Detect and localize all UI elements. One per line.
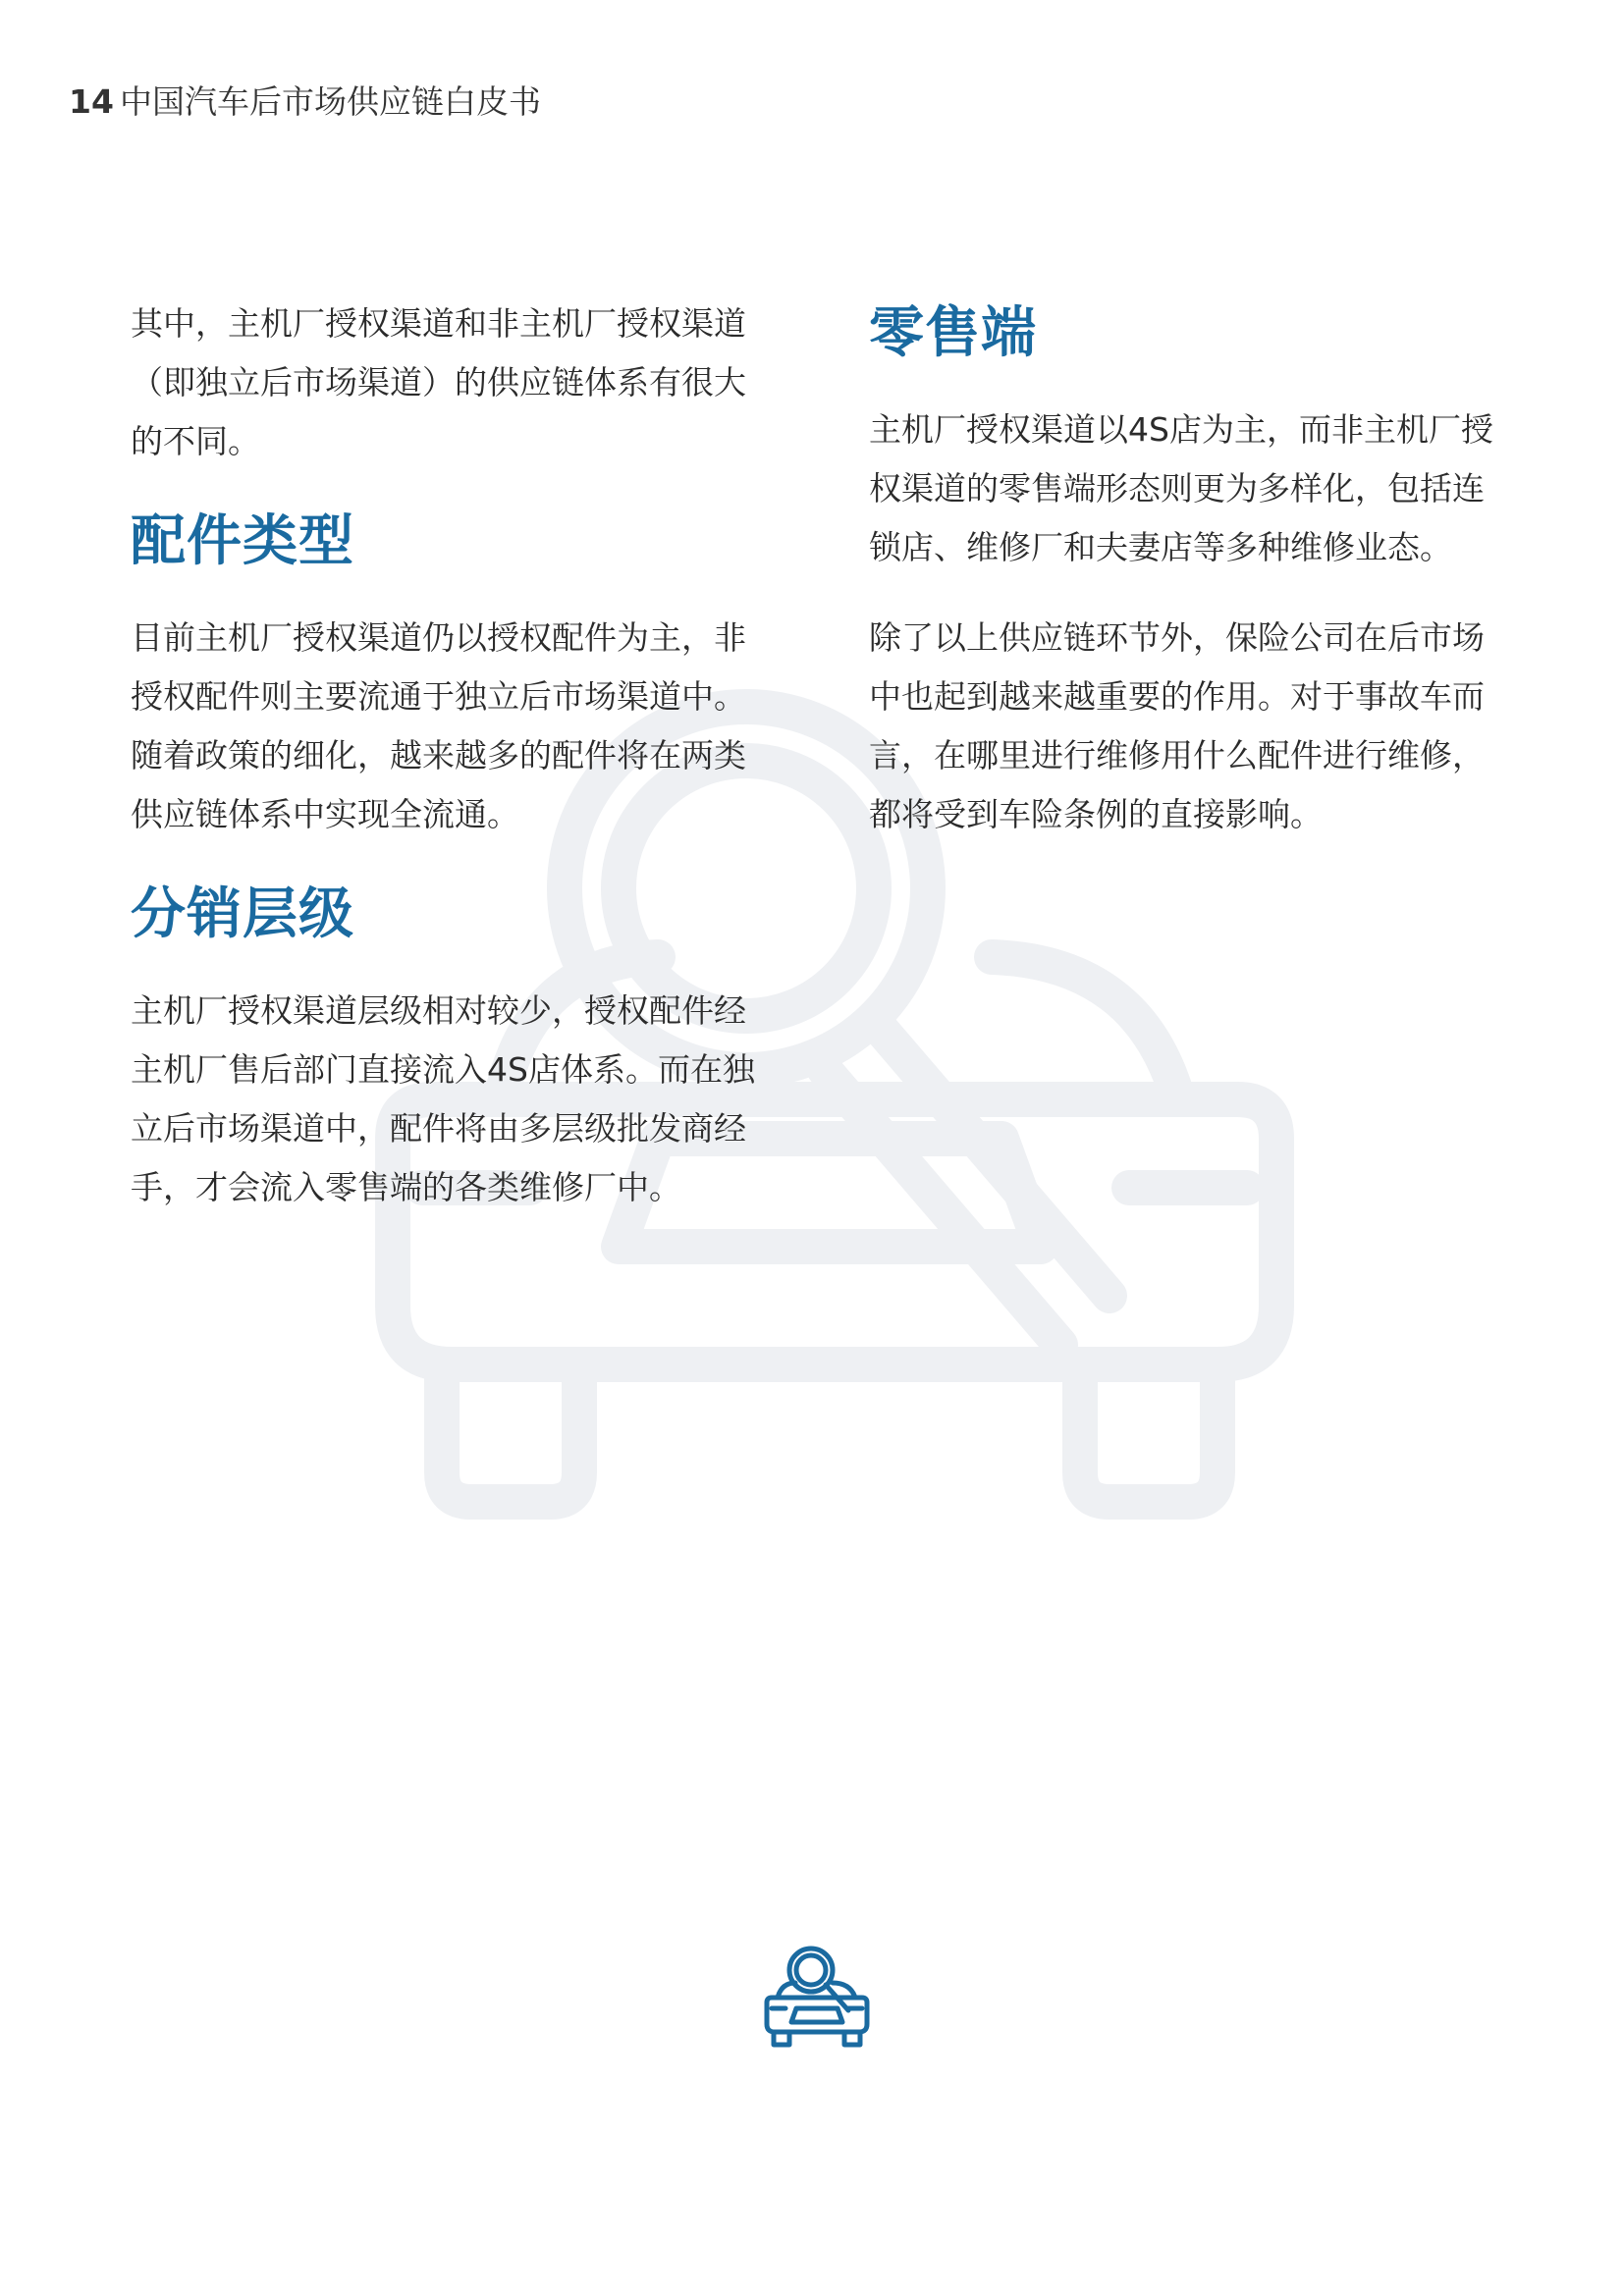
car-magnifier-icon	[762, 1944, 872, 2052]
section-body-distribution-level: 主机厂授权渠道层级相对较少，授权配件经主机厂售后部门直接流入4S店体系。而在独立后市场渠道中，配件将由多层级批发商经手，才会流入零售端的各类维修厂中。	[131, 991, 755, 1206]
right-column	[869, 294, 1507, 876]
document-title: 中国汽车后市场供应链白皮书	[119, 82, 541, 121]
retail-paragraph-1: 主机厂授权渠道以4S店为主，而非主机厂授权渠道的零售端形态则更为多样化，包括连锁店、维修厂和夫妻店等多种维修业态。	[869, 410, 1493, 566]
section-heading-distribution-level: 分销层级	[131, 882, 354, 946]
page-header	[69, 77, 541, 123]
section-body-parts-type: 目前主机厂授权渠道仍以授权配件为主，非授权配件则主要流通于独立后市场渠道中。随着政策的细化，越来越多的配件将在两类供应链体系中实现全流通。	[131, 618, 746, 833]
retail-paragraph-2: 除了以上供应链环节外，保险公司在后市场中也起到越来越重要的作用。对于事故车而言，在哪里进行维修用什么配件进行维修，都将受到车险条例的直接影响。	[869, 618, 1485, 833]
section-heading-retail: 零售端	[869, 301, 1037, 365]
page-number: 14	[69, 82, 114, 121]
left-column	[131, 294, 769, 1249]
intro-paragraph: 其中，主机厂授权渠道和非主机厂授权渠道（即独立后市场渠道）的供应链体系有很大的不同。	[131, 304, 746, 460]
section-heading-parts-type: 配件类型	[131, 509, 354, 573]
